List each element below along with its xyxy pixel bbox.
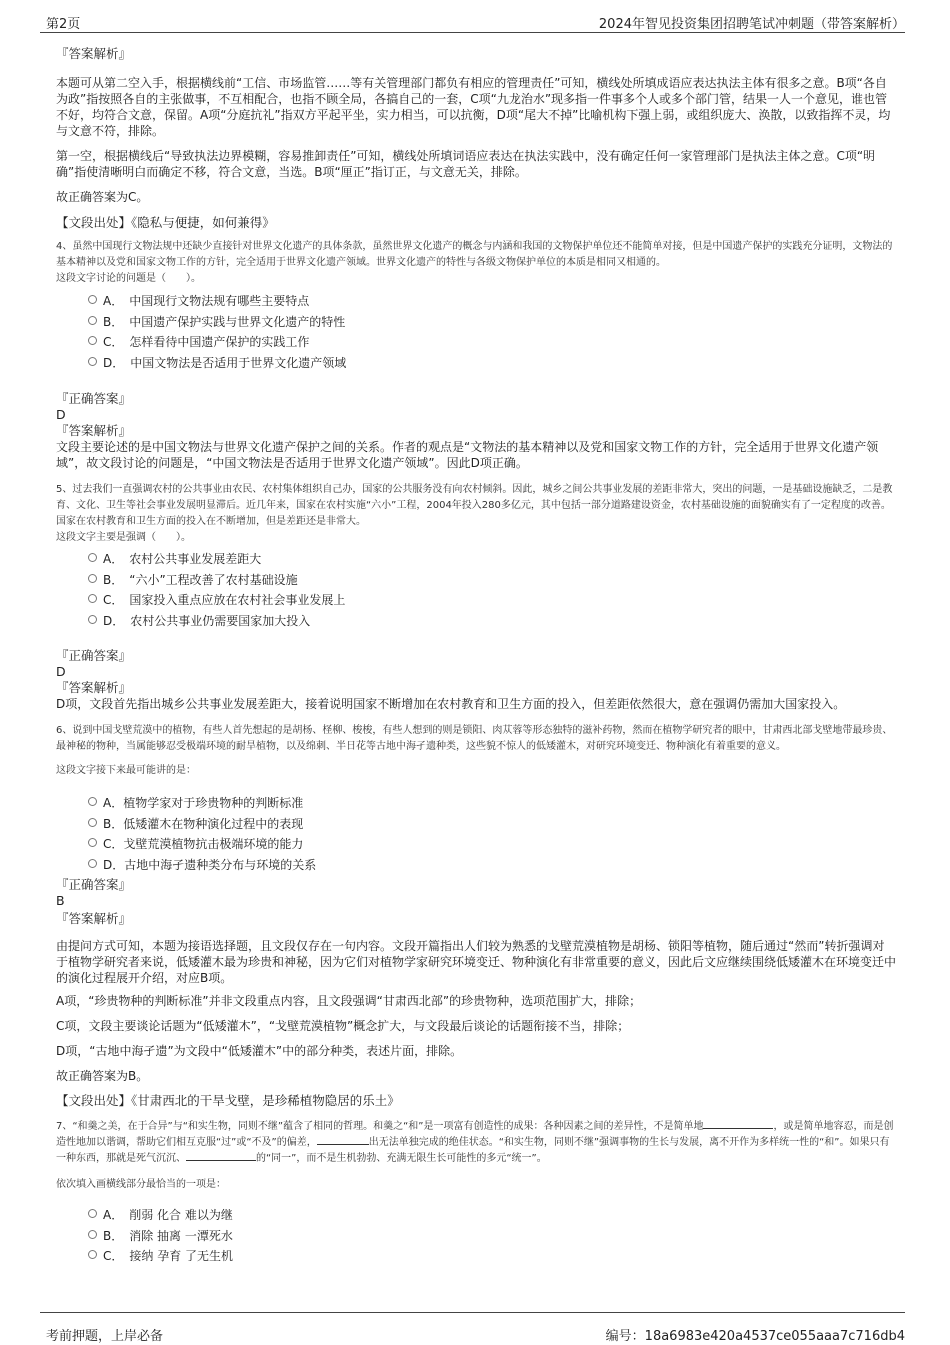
q4-explanation-label: 『答案解析』 [56, 423, 132, 438]
q5-prompt: 这段文字主要是强调（ ）。 [56, 532, 191, 543]
q6-explanation-p1: 由提问方式可知，本题为接语选择题，且文段仅存在一句内容。文段开篇指出人们较为熟悉的戈壁荒漠植物是胡杨、锁阳等植物，随后通过“然而”转折强调对于植物学研究者来说，低矮灌木最为珍贵和神秘，因为它们对植物学家研究环境变迁、物种演化有非常重要的意义，因此后文应继续围绕低矮灌木在环境变迁中的演化过程展开介绍，对应B项。 [56, 939, 897, 985]
q5-option-b[interactable]: B． “六小”工程改善了农村基础设施 [88, 570, 896, 591]
q6-explanation-p3: C项，文段主要谈论话题为“低矮灌木”，“戈壁荒漠植物”概念扩大，与文段最后谈论的话题衔接不当，排除； [56, 1019, 630, 1033]
q6-explanation-label: 『答案解析』 [56, 911, 132, 926]
q4-option-d[interactable]: D． 中国文物法是否适用于世界文化遗产领域 [88, 353, 896, 374]
q6-conclusion: 故正确答案为B。 [56, 1069, 149, 1083]
radio-icon[interactable] [88, 357, 97, 366]
q4-option-c[interactable]: C． 怎样看待中国遗产保护的实践工作 [88, 332, 896, 353]
radio-icon[interactable] [88, 859, 97, 868]
page-header [40, 0, 905, 33]
radio-icon[interactable] [88, 797, 97, 806]
document-body [56, 45, 896, 1267]
question-5 [56, 482, 896, 712]
q5-answer-label: 『正确答案』 [56, 648, 132, 663]
q5-option-c[interactable]: C． 国家投入重点应放在农村社会事业发展上 [88, 590, 896, 611]
radio-icon[interactable] [88, 1209, 97, 1218]
radio-icon[interactable] [88, 838, 97, 847]
q7-blank-2[interactable] [317, 1135, 369, 1145]
q6-option-c[interactable]: C．戈壁荒漠植物抗击极端环境的能力 [88, 834, 896, 855]
radio-icon[interactable] [88, 1250, 97, 1259]
q5-explanation: D项，文段首先指出城乡公共事业发展差距大，接着说明国家不断增加在农村教育和卫生方面的投入，但差距依然很大，意在强调仍需加大国家投入。 [56, 697, 846, 711]
document-id: 编号：18a6983e420a4537ce055aaa7c716db4 [605, 1329, 905, 1344]
q5-explanation-label: 『答案解析』 [56, 680, 132, 695]
document-title: 2024年智见投资集团招聘笔试冲刺题（带答案解析） [598, 17, 905, 32]
radio-icon[interactable] [88, 1230, 97, 1239]
radio-icon[interactable] [88, 336, 97, 345]
q6-option-b[interactable]: B．低矮灌木在物种演化过程中的表现 [88, 814, 896, 835]
q7-prompt: 依次填入画横线部分最恰当的一项是： [56, 1179, 226, 1190]
q7-option-b[interactable]: B． 消除 抽离 一潭死水 [88, 1226, 896, 1247]
radio-icon[interactable] [88, 594, 97, 603]
q6-options [88, 793, 896, 875]
q3-explanation-p2: 第一空，根据横线后“导致执法边界模糊，容易推卸责任”可知，横线处所填词语应表达在执法实践中，没有确定任何一家管理部门是执法主体之意。C项“明确”指使清晰明白而确定不移，符合文意，当选。B项“厘正”指订正，与文意无关，排除。 [56, 149, 876, 179]
q4-option-a[interactable]: A． 中国现行文物法规有哪些主要特点 [88, 291, 896, 312]
footer-slogan: 考前押题，上岸必备 [46, 1329, 164, 1344]
q5-stem: 5、过去我们一直强调农村的公共事业由农民、农村集体组织自己办，国家的公共服务没有向农村倾斜。因此，城乡之间公共事业发展的差距非常大，突出的问题，一是基础设施缺乏，二是教育、文化、卫生等社会事业发展明显滞后。近几年来，国家在农村实施“六小”工程，2004年投入280多亿元，其中包括一部分道路建设资金，农村基础设施的面貌确实有了一定程度的改善。国家在农村教育和卫生方面的投入在不断增加，但是差距还是非常大。 [56, 484, 893, 527]
q4-explanation: 文段主要论述的是中国文物法与世界文化遗产保护之间的关系。作者的观点是“文物法的基本精神以及党和国家文物工作的方针，完全适用于世界文化遗产领域”，故文段讨论的问题是，“中国文物法是否适用于世界文化遗产领域”。因此D项正确。 [56, 440, 879, 470]
q4-prompt: 这段文字讨论的问题是（ ）。 [56, 273, 201, 284]
question-7 [56, 1119, 896, 1267]
q3-explanation-p1: 本题可从第二空入手，根据横线前“工信、市场监管……等有关管理部门都负有相应的管理责任”可知，横线处所填成语应表达执法主体有很多之意。B项“各自为政”指按照各自的主张做事，不互相配合，也指不顾全局，各搞自己的一套，C项“九龙治水”现多指一件事多个人或多个部门管，结果一人一个意见，谁也管不好，均符合文意，保留。A项“分庭抗礼”指双方平起平坐，实力相当，可以抗衡，D项“尾大不掉”比喻机构下强上弱，或组织庞大、涣散，以致指挥不灵，均与文意不符，排除。 [56, 76, 891, 138]
q7-blank-3[interactable] [186, 1151, 256, 1161]
q3-explanation-label: 『答案解析』 [56, 46, 132, 61]
question-6 [56, 723, 896, 1109]
page-number: 第2页 [46, 17, 81, 32]
q6-source: 【文段出处】《甘肃西北的干旱戈壁，是珍稀植物隐居的乐土》 [56, 1093, 400, 1108]
q6-answer-label: 『正确答案』 [56, 877, 132, 892]
q6-option-d[interactable]: D．古地中海孑遗种类分布与环境的关系 [88, 855, 896, 876]
q7-options [88, 1205, 896, 1267]
q6-option-a[interactable]: A．植物学家对于珍贵物种的判断标准 [88, 793, 896, 814]
q7-blank-1[interactable] [703, 1119, 773, 1129]
q4-options [88, 291, 896, 373]
q7-option-a[interactable]: A． 削弱 化合 难以为继 [88, 1205, 896, 1226]
q3-source: 【文段出处】《隐私与便捷，如何兼得》 [56, 215, 275, 230]
q4-stem: 4、虽然中国现行文物法规中还缺少直接针对世界文化遗产的具体条款，虽然世界文化遗产的概念与内涵和我国的文物保护单位还不能简单对接，但是中国遗产保护的实践充分证明，文物法的基本精神以及党和国家文物工作的方针，完全适用于世界文化遗产领域。世界文化遗产的特性与各级文物保护单位的本质是相同又相通的。 [56, 241, 893, 268]
q6-stem: 6、说到中国戈壁荒漠中的植物，有些人首先想起的是胡杨、柽柳、梭梭，有些人想到的则是锁阳、肉苁蓉等形态独特的滋补药物，然而在植物学研究者的眼中，甘肃西北部戈壁地带最珍贵、最神秘的物种，当属能够忍受极端环境的耐旱植物，以及绵刺、半日花等古地中海孑遗种类，这些貌不惊人的低矮灌木，对研究环境变迁、物种演化有着重要的意义。 [56, 725, 893, 752]
q5-option-a[interactable]: A． 农村公共事业发展差距大 [88, 549, 896, 570]
question-4 [56, 239, 896, 471]
radio-icon[interactable] [88, 553, 97, 562]
q5-answer: D [56, 664, 66, 679]
q5-options [88, 549, 896, 631]
q5-option-d[interactable]: D． 农村公共事业仍需要国家加大投入 [88, 611, 896, 632]
q7-option-c[interactable]: C． 接纳 孕育 了无生机 [88, 1246, 896, 1267]
page-footer [40, 1312, 905, 1345]
q4-option-b[interactable]: B． 中国遗产保护实践与世界文化遗产的特性 [88, 312, 896, 333]
radio-icon[interactable] [88, 574, 97, 583]
q6-explanation-p2: A项，“珍贵物种的判断标准”并非文段重点内容，且文段强调“甘肃西北部”的珍贵物种，选项范围扩大，排除； [56, 994, 642, 1008]
radio-icon[interactable] [88, 316, 97, 325]
radio-icon[interactable] [88, 615, 97, 624]
q6-prompt: 这段文字接下来最可能讲的是： [56, 765, 196, 776]
q3-conclusion: 故正确答案为C。 [56, 190, 149, 204]
q6-explanation-p4: D项，“古地中海孑遗”为文段中“低矮灌木”中的部分种类，表述片面，排除。 [56, 1044, 463, 1058]
radio-icon[interactable] [88, 295, 97, 304]
q4-answer: D [56, 407, 66, 422]
q4-answer-label: 『正确答案』 [56, 391, 132, 406]
q7-stem: 7、“和羹之美，在于合异”与“和实生物，同则不继”蕴含了相同的哲理。和羹之“和”是一项富有创造性的成果：各种因素之间的差异性，不是简单地 ，或是简单地容忍，而是创造性地加以谐调，帮助它们相互克服“过”或“不及”的偏差， 出无法单独完成的绝佳状态。“和实生物，同则不继”强调事物的生长与发展，离不开作为多样统一性的“和”。如果只有一种东西，那就是死气沉沉、 的“同一”，而不是生机勃勃、充满无限生长可能性的多元“统一”。 [56, 1121, 894, 1164]
q6-answer: B [56, 893, 65, 908]
radio-icon[interactable] [88, 818, 97, 827]
